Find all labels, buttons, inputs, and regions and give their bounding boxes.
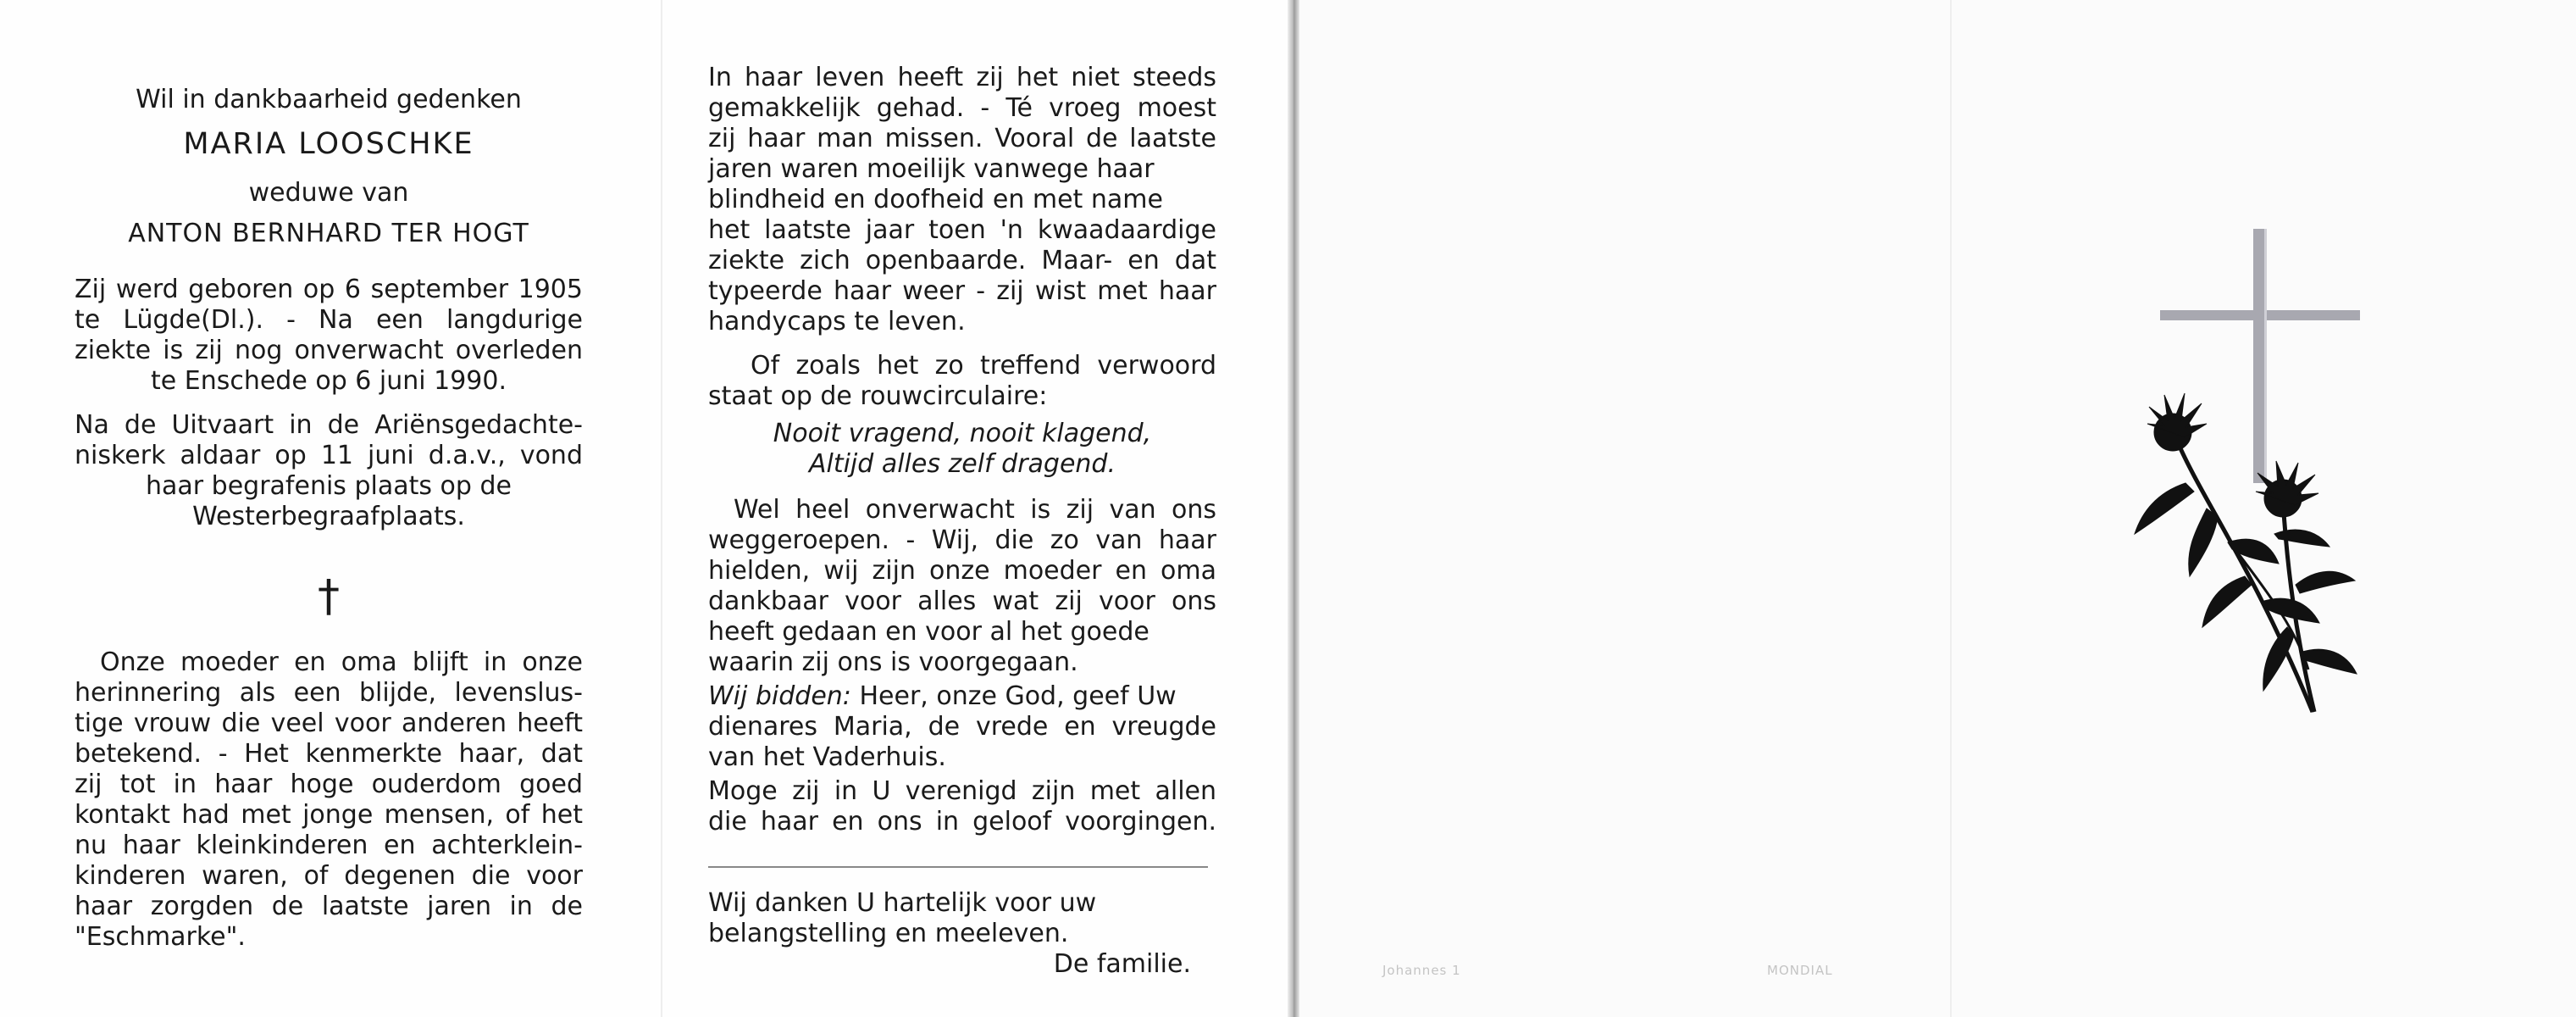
text-line: haar zorgden de laatste jaren in de [75, 892, 583, 921]
thanks-paragraph [708, 888, 1216, 949]
text-line: nu haar kleinkinderen en achterklein- [75, 831, 583, 860]
text-line: handycaps te leven. [708, 307, 966, 336]
text-line: dienares Maria, de vrede en vreugde [708, 712, 1216, 742]
text-line: herinnering als een blijde, levenslus- [75, 678, 583, 708]
text-line: heeft gedaan en voor al het goede [708, 617, 1150, 647]
quote-intro [708, 351, 1216, 412]
text-line: te Enschede op 6 juni 1990. [150, 366, 507, 396]
text-line: kontakt had met jonge mensen, of het [75, 800, 583, 830]
text-line [708, 681, 1216, 712]
printer-mark-left: Johannes 1 [1382, 963, 1461, 978]
cross-with-flowers-illustration [2126, 229, 2406, 737]
text-line: typeerde haar weer - zij wist met haar [708, 276, 1216, 306]
widow-of-label: weduwe van [248, 178, 409, 208]
poem-line: Altijd alles zelf dragend. [808, 449, 1116, 479]
printer-mark-right: MONDIAL [1767, 963, 1833, 978]
text-line: die haar en ons in geloof voorgingen. [708, 807, 1216, 836]
left-text-column [75, 85, 583, 953]
departure-paragraph [708, 495, 1216, 678]
husband-name: ANTON BERNHARD TER HOGT [128, 219, 529, 248]
memory-paragraph [75, 647, 583, 953]
outer-fold-line [1950, 0, 1952, 1017]
cross-icon: † [318, 571, 340, 622]
text-line: In haar leven heeft zij het niet steeds [708, 63, 1216, 92]
wish-paragraph [708, 776, 1216, 837]
text-line: ziekte is zij nog onverwacht overleden [75, 336, 583, 365]
text-line: Westerbegraafplaats. [192, 502, 465, 531]
divider-line [708, 866, 1208, 868]
deceased-name: MARIA LOOSCHKE [183, 127, 474, 161]
text-line: Wel heel onverwacht is zij van ons [734, 495, 1216, 525]
text-line: "Eschmarke". [75, 922, 246, 952]
text-line: kinderen waren, of degenen die voor [75, 861, 583, 891]
text-line: blindheid en doofheid en met name [708, 185, 1163, 214]
text-line: van het Vaderhuis. [708, 742, 946, 772]
text-line: Wij danken U hartelijk voor uw [708, 888, 1097, 918]
text-line: belangstelling en meeleven. [708, 919, 1069, 948]
text-line: dankbaar voor alles wat zij voor ons [708, 586, 1216, 616]
prayer-label: Wij bidden: [708, 681, 851, 711]
text-line: haar begrafenis plaats op de [146, 471, 512, 501]
text-line: Moge zij in U verenigd zijn met allen [708, 776, 1216, 806]
life-paragraph [708, 63, 1216, 337]
text-line: gemakkelijk gehad. - Té vroeg moest [708, 93, 1216, 123]
text-line: niskerk aldaar op 11 juni d.a.v., vond [75, 441, 583, 470]
text-line: weggeroepen. - Wij, die zo van haar [708, 525, 1216, 555]
text-line: staat op de rouwcirculaire: [708, 381, 1048, 411]
text-line: betekend. - Het kenmerkte haar, dat [75, 739, 583, 769]
text-line: zij haar man missen. Vooral de laatste [708, 124, 1216, 153]
birth-paragraph [75, 275, 583, 397]
right-text-column [708, 63, 1216, 980]
inner-fold-line [661, 0, 662, 1017]
intro-line: Wil in dankbaarheid gedenken [136, 85, 522, 114]
prayer-text: Heer, onze God, geef Uw [859, 681, 1177, 711]
flower-icon [2135, 393, 2357, 712]
signature: De familie. [1053, 949, 1191, 979]
funeral-paragraph [75, 410, 583, 532]
text-line: Na de Uitvaart in de Ariënsgedachte- [75, 410, 583, 440]
text-line: hielden, wij zijn onze moeder en oma [708, 556, 1216, 586]
text-line: waarin zij ons is voorgegaan. [708, 647, 1078, 677]
prayer-paragraph [708, 681, 1216, 773]
silver-cross-icon [2160, 229, 2360, 483]
text-line: Zij werd geboren op 6 september 1905 [75, 275, 583, 304]
text-line: ziekte zich openbaarde. Maar- en dat [708, 246, 1216, 275]
poem-line: Nooit vragend, nooit klagend, [773, 419, 1152, 448]
poem [708, 419, 1216, 480]
text-line: te Lügde(Dl.). - Na een langdurige [75, 305, 583, 335]
text-line: tige vrouw die veel voor anderen heeft [75, 709, 583, 738]
card-fold-shadow [1288, 0, 1299, 1017]
back-panel [1298, 0, 1950, 1017]
text-line: Of zoals het zo treffend verwoord [751, 351, 1216, 381]
text-line: jaren waren moeilijk vanwege haar [708, 154, 1155, 184]
text-line: het laatste jaar toen 'n kwaadaardige [708, 215, 1216, 245]
text-line: Onze moeder en oma blijft in onze [100, 647, 583, 677]
text-line: zij tot in haar hoge ouderdom goed [75, 770, 583, 799]
